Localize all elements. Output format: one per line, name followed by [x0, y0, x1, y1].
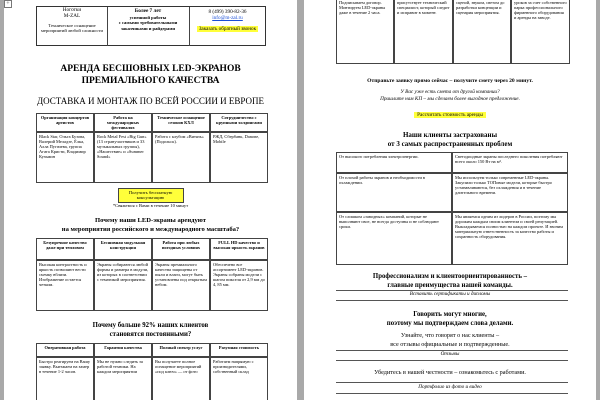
- table-cell: Обеспечено все ассортимент LED-экранов. Экраны собраны модели с шагом пикселя от 2,9 мм до 4, 85 мм.: [210, 260, 268, 311]
- solution-cell: Светодиодные экраны последнего поколения потребляют всего около 150 Вт на м².: [452, 152, 568, 173]
- main-title-line2: ПРЕМИАЛЬНОГО КАЧЕСТВА: [81, 76, 220, 86]
- table-cell: РЖД, Сбербанк, Danone, Mobile: [210, 132, 268, 183]
- send-request-text: Отправьте заявку прямо сейчас – получите смету через 20 минут.: [367, 78, 533, 84]
- email-link[interactable]: info@m-zal.ru: [212, 14, 243, 21]
- reviews-placeholder: Отзывы: [440, 351, 460, 357]
- experience-cell: [107, 7, 190, 46]
- company-tagline: Техническое оснащение мероприятий любой сложности: [41, 22, 103, 34]
- header-table: [36, 6, 266, 46]
- table-cell: сценой, звуком, светом до разработки концепции и сценария мероприятия.: [453, 0, 511, 64]
- solution-cell: Мы используем только современные LED-экраны. Закупили только ТОПовые модели, которые быстро устанавливаются, без охлаждения и в течение длительного времени.: [452, 173, 568, 212]
- experience-line1: успешной работы: [129, 14, 167, 20]
- loyalty-table: [36, 343, 268, 400]
- clients-heading-line2: от 3 самых распространенных проблем: [387, 140, 513, 148]
- question-line2: Пришлите нам КП – мы сделаем более выгодное предложение.: [380, 96, 520, 102]
- table-cell: Подписываем договор. Монтируем LED-экраны даже в течение 2 часа.: [336, 0, 394, 64]
- honesty-line: Убедитесь в нашей честности – ознакомьтесь с работами.: [374, 369, 526, 376]
- solution-cell: Мы являемся одним из лидеров в России, поэтому мы дорожим каждым своим клиентом и своей репутацией. Выкладываемся полностью на каждом проекте. И звоним материальную ответственность за качество работы и сохранность оборудования.: [452, 212, 568, 265]
- contact-cell: [189, 7, 266, 46]
- experience-line2: с самыми требовательными: [118, 20, 178, 26]
- question-line1: У Вас уже есть смета от другой компании?: [400, 89, 500, 95]
- portfolio-placeholder: Портфолио из фото и видео: [418, 384, 482, 390]
- callback-button[interactable]: Заказать обратный звонок: [198, 25, 257, 32]
- table-header-cell: Техническое оснащение сезонов КХЛ: [152, 113, 210, 132]
- consult-button-wrap: [4, 188, 297, 203]
- pro-heading-line1: Профессионализм и клиентоориентированность –: [372, 273, 528, 280]
- table-header-cell: Полный спектр услуг: [152, 343, 210, 357]
- why-heading-line2: на мероприятия российского и международного масштаба?: [61, 226, 240, 233]
- clients-92-heading-line1: Почему больше 92% наших клиентов: [92, 322, 209, 329]
- table-cell: Вы получаете полное оснащение мероприятий «под ключ» — от фото: [152, 357, 210, 400]
- table-header-cell: Гарантия качества: [94, 343, 152, 357]
- table-cell: Black Star, Ольга Бузова, Валерий Меладзе, Ёлка, Алла Пугачева, группа Агата Кристи, Владимир Кузьмин: [36, 132, 94, 183]
- phone-number[interactable]: 8 (499) 390-82-36: [208, 9, 247, 15]
- experience-years: Более 7 лет: [134, 8, 162, 14]
- table-cell: присутствует технический специалист, который следит и исправит в момент.: [394, 0, 453, 64]
- clients-heading-line1: Наши клиенты застрахованы: [402, 131, 498, 139]
- problem-cell: От слишком «заводных» компаний, которые не выполняют свое, не всегда доступны и не соблюдают сроки.: [336, 212, 452, 265]
- table-header-cell: Бесшовная модульная конструкция: [94, 238, 152, 260]
- experience-line3: заказчиками и райдерами: [120, 25, 176, 31]
- table-header-cell: FULL HD качество и высокая яркость экранов: [210, 238, 268, 260]
- table-header-cell: Безупречное качество даже при тепловом: [36, 238, 94, 260]
- consult-note: *Свяжемся с Вами в течение 10 минут: [112, 203, 189, 208]
- main-title-line1: АРЕНДА БЕСШОВНЫХ LED-ЭКРАНОВ: [60, 64, 241, 74]
- clients-92-heading-line2: становятся постоянными?: [109, 331, 192, 338]
- table-header-cell: Разумная стоимость: [210, 343, 268, 357]
- pro-heading-line2: главные преимущества нашей команды.: [387, 282, 513, 289]
- achievements-table: [36, 113, 268, 183]
- problems-table: [336, 152, 568, 265]
- advantages-table: [36, 238, 268, 311]
- calculate-price-button[interactable]: Рассчитать стоимость аренды: [414, 112, 486, 118]
- why-heading-line1: Почему наши LED-экраны арендуют: [95, 217, 206, 224]
- table-header-cell: Работа на международных фестивалях: [94, 113, 152, 132]
- facts-heading-line1: Говорить могут многие,: [413, 311, 487, 318]
- divider: [336, 300, 568, 301]
- problem-cell: От высокого потребления электроэнергии.: [336, 152, 452, 173]
- problem-cell: От плохой работы экранов и необходимости в охлаждении.: [336, 173, 452, 212]
- certificates-placeholder: Вставить сертификаты и дипломы: [409, 291, 491, 297]
- document-page-left: [4, 0, 297, 400]
- learn-line1: Узнайте, что говорят о нас клиенты –: [400, 332, 500, 339]
- calc-button-wrap: [304, 113, 596, 119]
- table-move-handle-icon[interactable]: +: [4, 0, 12, 8]
- table-header-cell: Работа при любых погодных условиях: [152, 238, 210, 260]
- divider: [336, 382, 568, 383]
- table-header-cell: Оперативная работа: [36, 343, 94, 357]
- table-header-cell: Сотрудничество с крупными холдингами: [210, 113, 268, 132]
- free-consultation-button[interactable]: Получить бесплатную консультацию: [118, 188, 184, 203]
- table-cell: Мы не нужно следить за работой техники. На каждом мероприятии: [94, 357, 152, 400]
- main-subtitle: ДОСТАВКА И МОНТАЖ ПО ВСЕЙ РОССИИ И ЕВРОПЕ: [36, 96, 264, 106]
- continued-table: [336, 0, 570, 64]
- divider: [336, 393, 568, 394]
- table-cell: Быстро реагируем на Вашу заявку. Выезжаем на замер в течение 1-2 часов.: [36, 357, 94, 400]
- company-cell: [37, 7, 108, 46]
- table-cell: Экраны премиального качества защищены от пыли и влаги, могут быть установлены под открытым небом.: [152, 260, 210, 311]
- company-name: Ноготки: [62, 7, 82, 13]
- facts-heading-line2: поэтому мы подтверждаем слова делами.: [386, 320, 514, 327]
- table-header-cell: Организация концертов артистов: [36, 113, 94, 132]
- table-cell: Экраны собираются любой формы и размера в модули, из которых в соответствии с тематикой мероприятия.: [94, 260, 152, 311]
- table-cell: уроков за счет собственного парка профессионального фирменного оборудования и аренды на заводе.: [511, 0, 570, 64]
- table-cell: Высокая контрастность и яркость позволяют вести съемку вблизи. Изображение остается четким.: [36, 260, 94, 311]
- learn-line2: все отзывы официальные и подтвержденные.: [390, 341, 510, 348]
- table-cell: Работаем напрямую с производителями, собственный склад: [210, 357, 268, 400]
- table-cell: Работа с клубом «Витязь» (Подольск).: [152, 132, 210, 183]
- divider: [336, 360, 568, 361]
- document-page-right: [304, 0, 596, 400]
- table-cell: Rock Metal Fest «Big Gun» (13 странучастников и 33 музыкальных группы), «Нашествие» и «Summer Sound»: [94, 132, 152, 183]
- company-brand: M-ZAL: [63, 12, 81, 19]
